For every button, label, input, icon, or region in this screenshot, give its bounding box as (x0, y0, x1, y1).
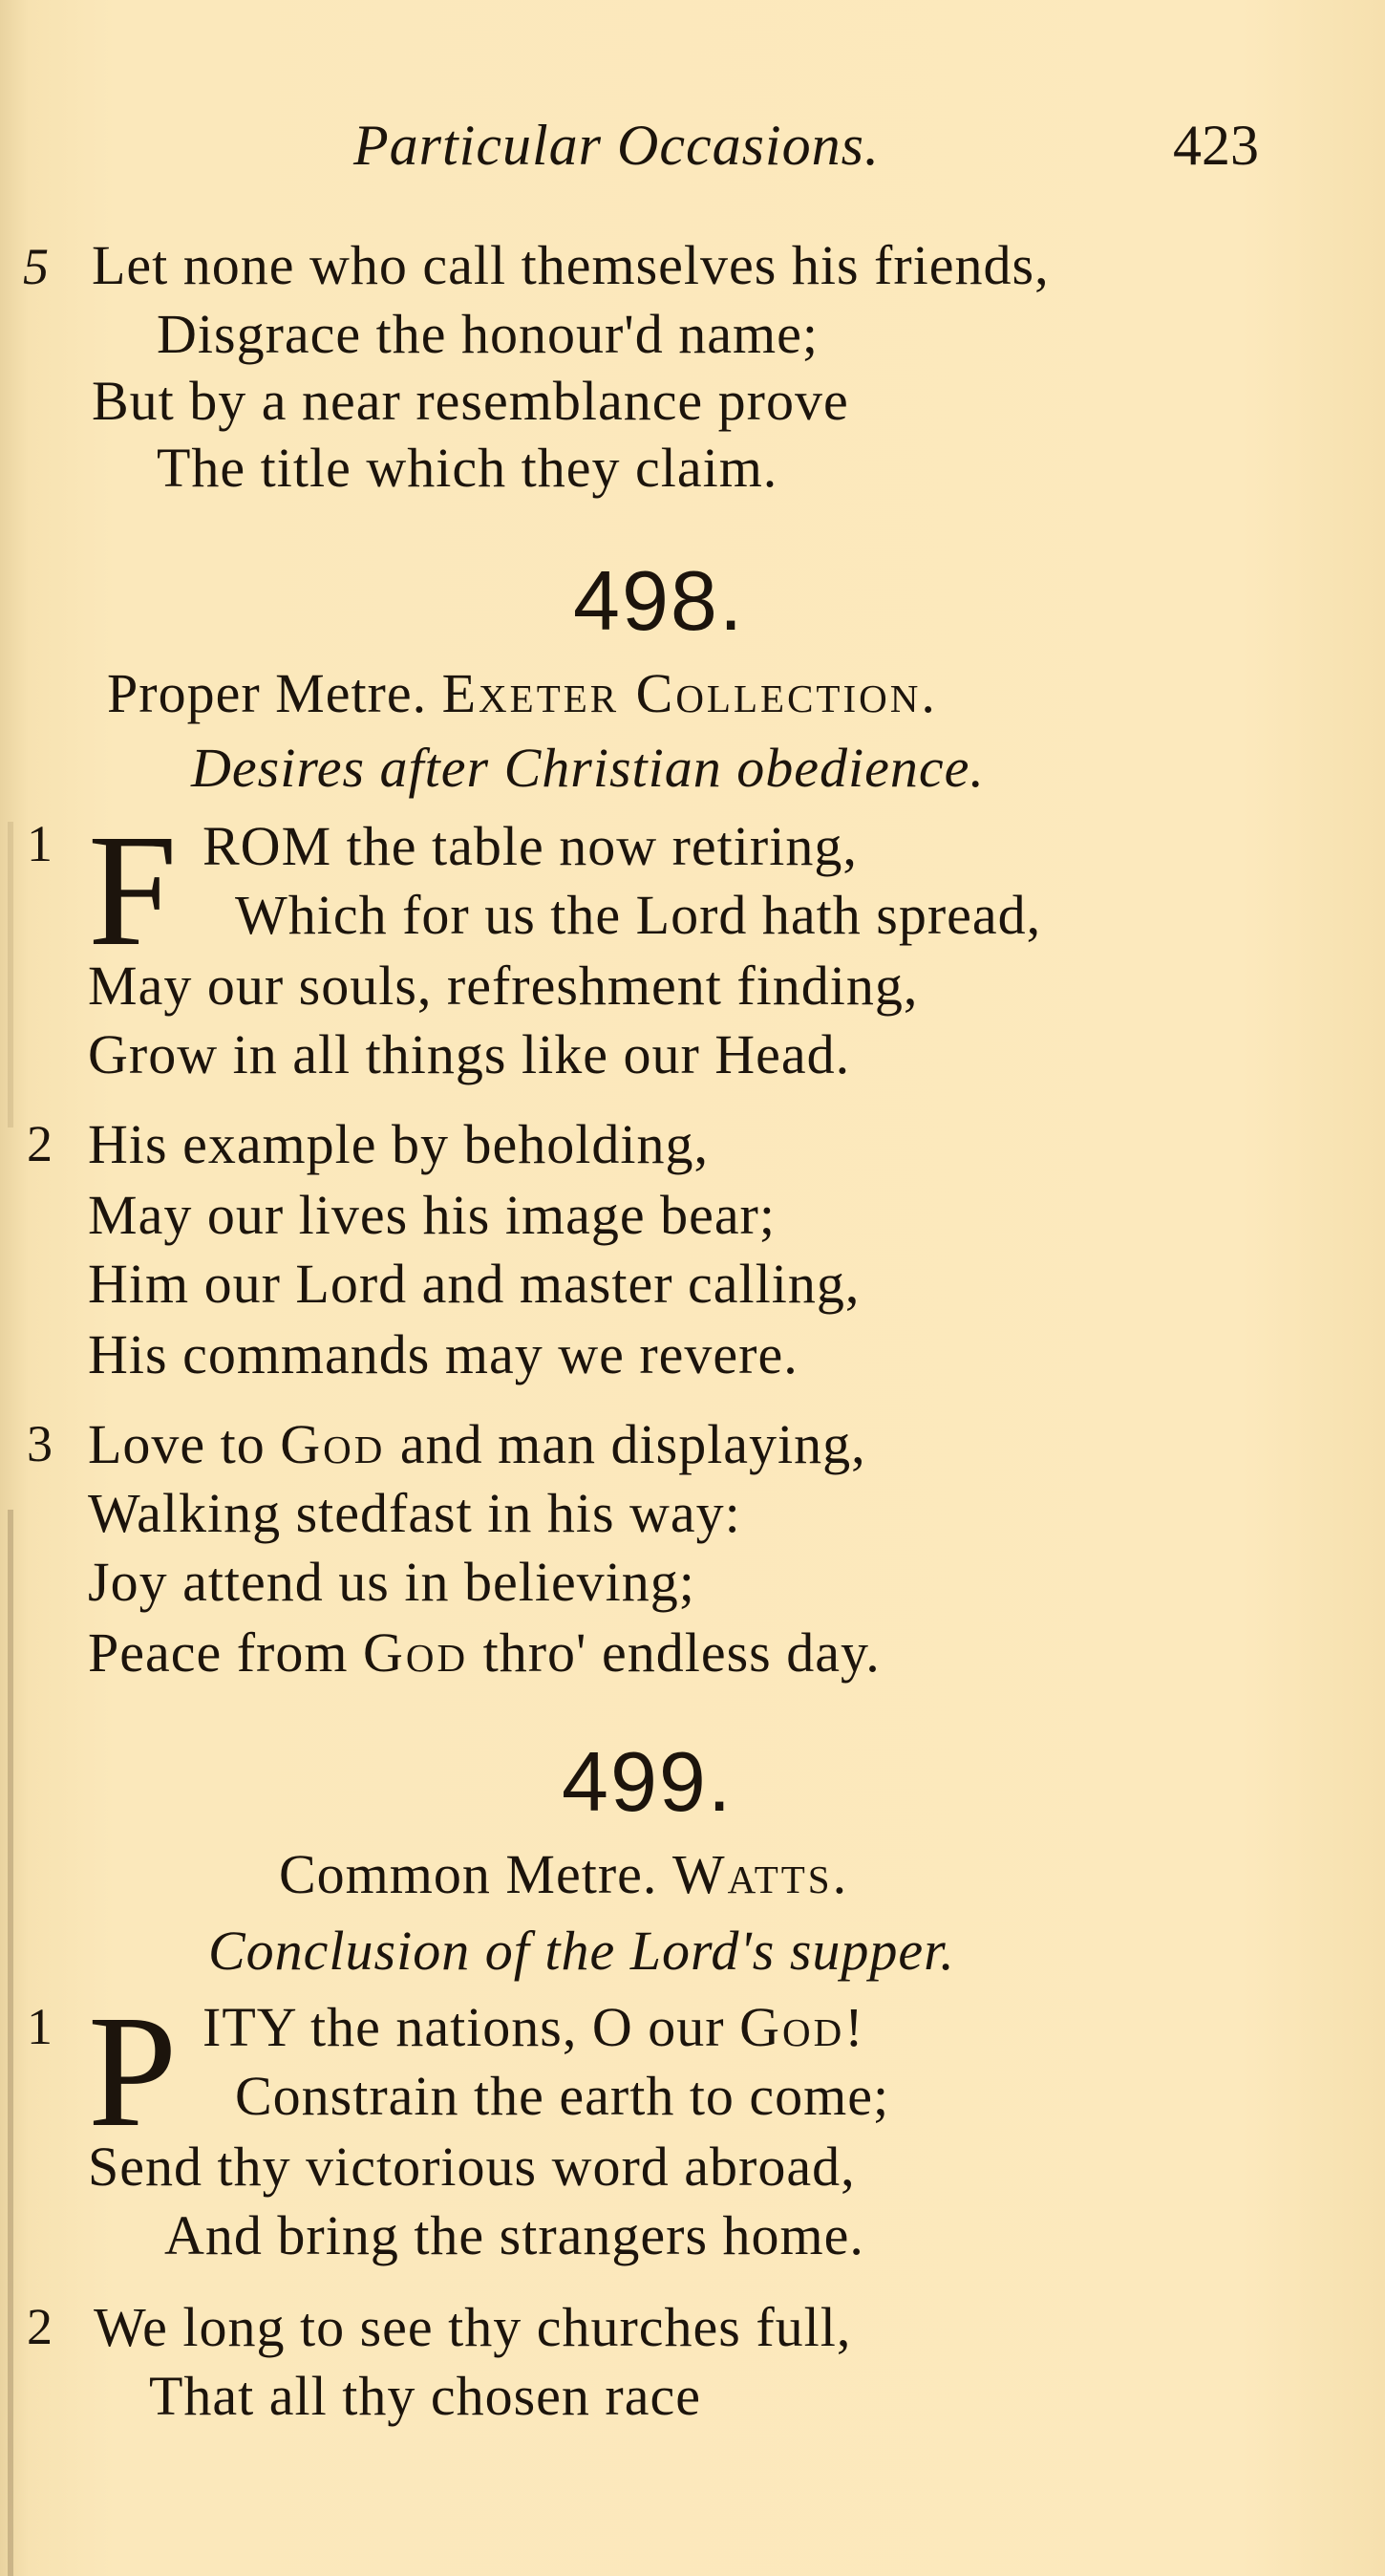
page-edge-shadow (8, 1510, 13, 2576)
stanza-number: 3 (27, 1415, 53, 1472)
verse-line: ROM the table now retiring, (202, 815, 858, 877)
verse-line: Him our Lord and master calling, (88, 1253, 861, 1315)
verse-text: thro' endless day. (482, 1621, 881, 1684)
verse-line (202, 1995, 864, 2059)
verse-line: That all thy chosen race (149, 2365, 701, 2427)
verse-line: And bring the strangers home. (164, 2204, 864, 2266)
stanza-number: 2 (27, 1115, 53, 1172)
verse-line: Joy attend us in believing; (88, 1551, 695, 1613)
hymn-number: 499. (562, 1734, 734, 1829)
hymn-number: 498. (573, 553, 745, 648)
verse-line: But by a near resemblance prove (92, 370, 849, 432)
stanza-number: 1 (27, 1998, 53, 2055)
verse-line: Disgrace the honour'd name; (157, 303, 819, 365)
hymn-metre (279, 1842, 849, 1906)
stanza-number: 5 (23, 238, 49, 295)
metre-label: Proper Metre. (107, 662, 428, 724)
drop-cap: P (88, 1983, 178, 2160)
verse-line: His example by beholding, (88, 1113, 710, 1175)
verse-line: His commands may we revere. (88, 1323, 799, 1385)
verse-line (88, 1412, 866, 1476)
hymn-source: Exeter Collection. (441, 662, 938, 724)
verse-text: Love to (88, 1413, 266, 1475)
running-title: Particular Occasions. (353, 114, 880, 177)
divine-name: God (280, 1413, 386, 1475)
verse-line: Constrain the earth to come; (235, 2065, 890, 2127)
hymn-source: Watts. (671, 1843, 850, 1905)
drop-cap: F (88, 802, 178, 979)
verse-text: Peace from (88, 1621, 349, 1684)
divine-name: God (739, 1996, 845, 2058)
page-number: 423 (1173, 114, 1259, 177)
hymn-subtitle: Desires after Christian obedience. (191, 737, 985, 799)
verse-line: We long to see thy churches full, (94, 2296, 852, 2358)
metre-label: Common Metre. (279, 1843, 658, 1905)
stanza-number: 2 (27, 2298, 53, 2355)
verse-text: ITY the nations, O our (202, 1996, 725, 2058)
verse-text: ! (844, 1996, 864, 2058)
verse-line: The title which they claim. (157, 437, 778, 499)
page-edge-shadow (8, 822, 13, 1127)
verse-line: Which for us the Lord hath spread, (235, 884, 1042, 946)
hymn-metre (107, 661, 938, 725)
verse-text: and man displaying, (399, 1413, 866, 1475)
divine-name: God (362, 1621, 469, 1684)
hymn-subtitle: Conclusion of the Lord's supper. (208, 1920, 955, 1982)
verse-line: May our souls, refreshment finding, (88, 955, 919, 1017)
verse-line: Grow in all things like our Head. (88, 1023, 851, 1085)
verse-line: Walking stedfast in his way: (88, 1482, 741, 1544)
stanza-number: 1 (27, 815, 53, 872)
verse-line: May our lives his image bear; (88, 1184, 776, 1246)
verse-line (88, 1621, 881, 1685)
verse-line: Send thy victorious word abroad, (88, 2136, 856, 2198)
verse-line: Let none who call themselves his friends, (92, 234, 1050, 296)
